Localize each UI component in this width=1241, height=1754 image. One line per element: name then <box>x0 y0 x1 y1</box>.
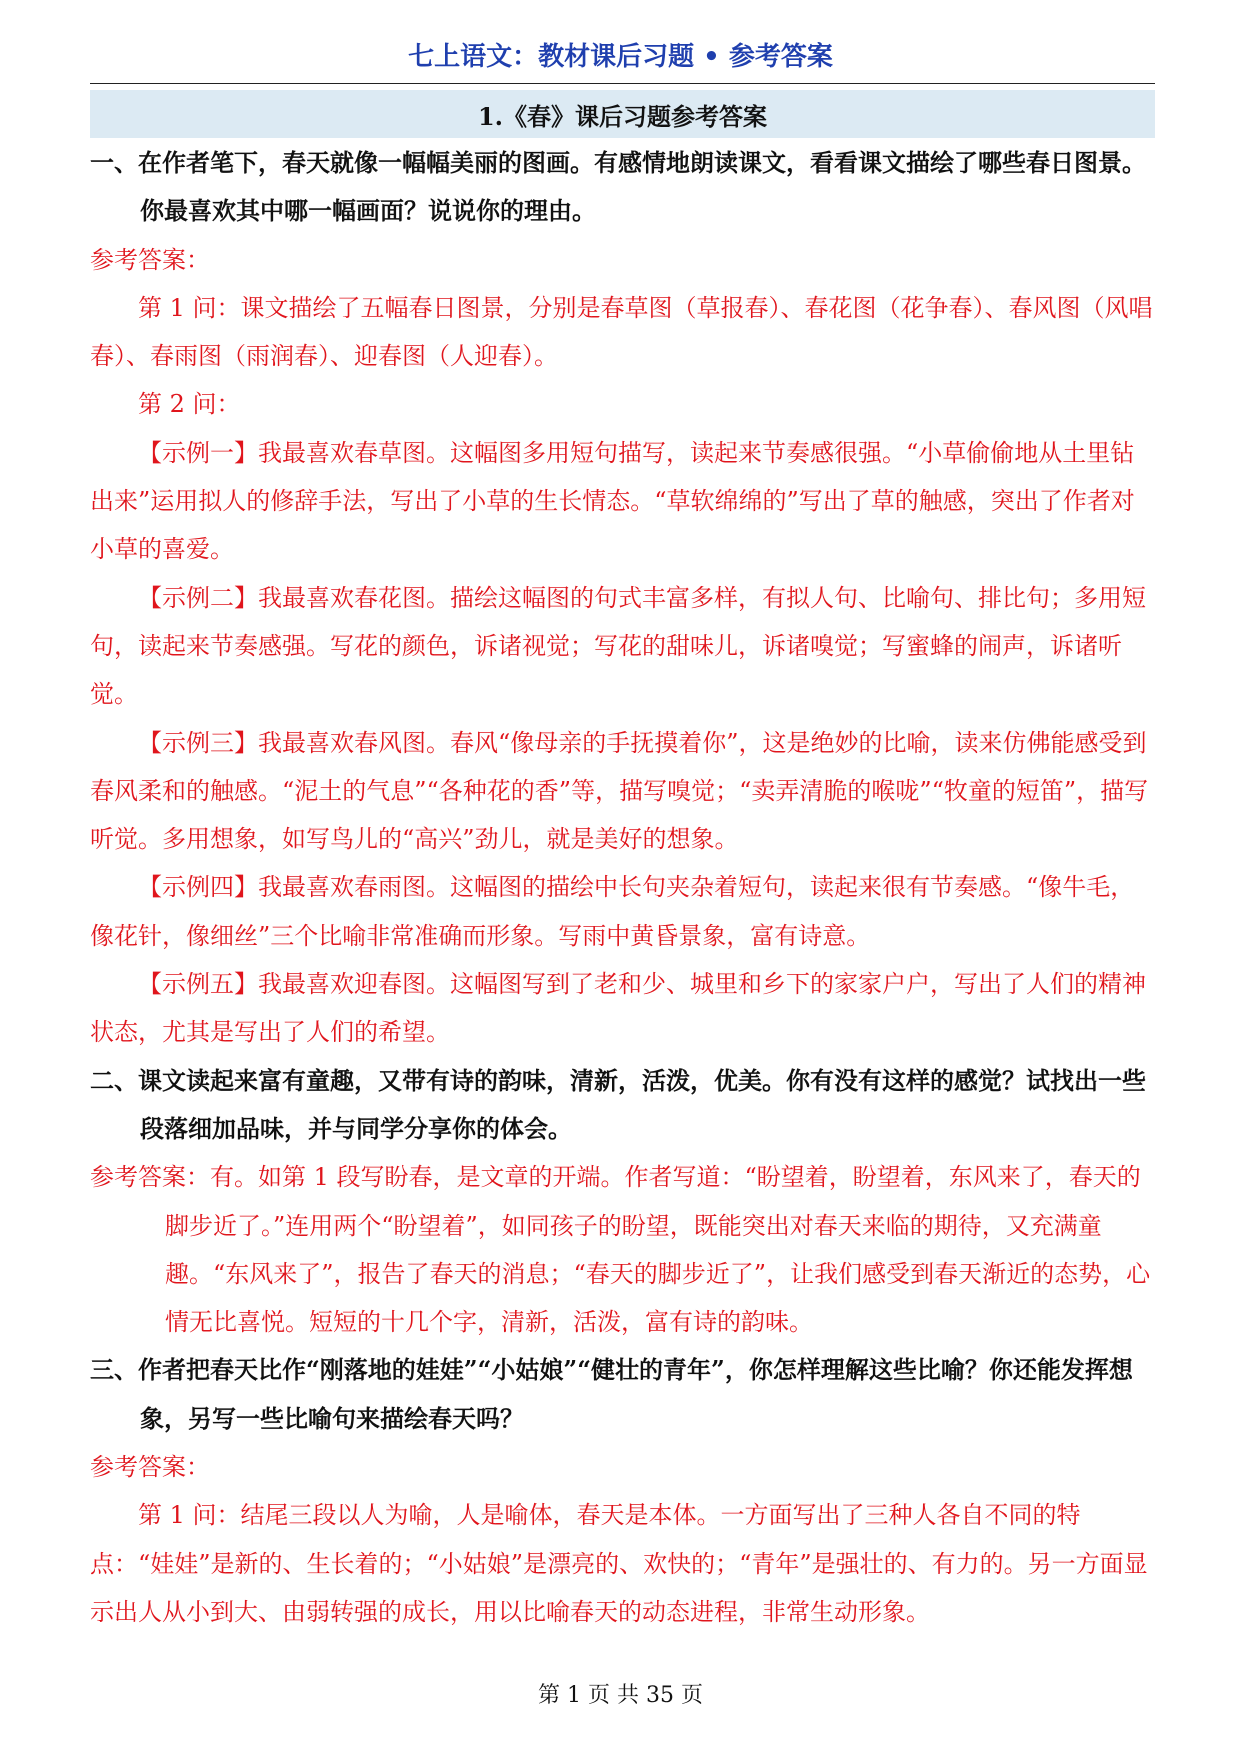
question-2: 二、课文读起来富有童趣，又带有诗的韵味，清新，活泼，优美。你有没有这样的感觉？试找出一些段落细加品味，并与同学分享你的体会。 <box>90 1065 1146 1143</box>
answer-1-example-4: 【示例四】我最喜欢春雨图。这幅图的描绘中长句夹杂着短句，读起来很有节奏感。“像牛毛，像花针，像细丝”三个比喻非常准确而形象。写雨中黄昏景象，富有诗意。 <box>90 873 1135 950</box>
page-number: 第 1 页 共 35 页 <box>538 1683 703 1708</box>
answer-label-3: 参考答案： <box>90 1453 210 1482</box>
question-3: 三、作者把春天比作“刚落地的娃娃”“小姑娘”“健壮的青年”，你怎样理解这些比喻？你还能发挥想象，另写一些比喻句来描绘春天吗？ <box>90 1355 1133 1433</box>
answer-1-example-5: 【示例五】我最喜欢迎春图。这幅图写到了老和少、城里和乡下的家家户户，写出了人们的精神状态，尤其是写出了人们的希望。 <box>90 970 1146 1047</box>
answer-label-1: 参考答案： <box>90 245 210 274</box>
section-title: 1.《春》课后习题参考答案 <box>477 101 768 131</box>
answer-1-part-2: 第 2 问： <box>138 390 241 419</box>
document-body <box>90 139 1155 1636</box>
header-divider <box>90 83 1155 84</box>
answer-1-example-3: 【示例三】我最喜欢春风图。春风“像母亲的手抚摸着你”，这是绝妙的比喻，读来仿佛能感受到春风柔和的触感。“泥土的气息”“各种花的香”等，描写嗅觉；“卖弄清脆的喉咙”“牧童的短笛”，描写听觉。多用想象，如写鸟儿的“高兴”劲儿，就是美好的想象。 <box>90 728 1149 854</box>
section-title-bar <box>90 90 1155 138</box>
question-1: 一、在作者笔下，春天就像一幅幅美丽的图画。有感情地朗读课文，看看课文描绘了哪些春日图景。你最喜欢其中哪一幅画面？说说你的理由。 <box>90 148 1146 226</box>
answer-3-part-1: 第 1 问：结尾三段以人为喻，人是喻体，春天是本体。一方面写出了三种人各自不同的特点：“娃娃”是新的、生长着的；“小姑娘”是漂亮的、欢快的；“青年”是强壮的、有力的。另一方面显示出人从小到大、由弱转强的成长，用以比喻春天的动态进程，非常生动形象。 <box>90 1501 1148 1626</box>
answer-1-example-1: 【示例一】我最喜欢春草图。这幅图多用短句描写，读起来节奏感很强。“小草偷偷地从土里钻出来”运用拟人的修辞手法，写出了小草的生长情态。“草软绵绵的”写出了草的触感，突出了作者对小草的喜爱。 <box>90 438 1135 564</box>
answer-1-example-2: 【示例二】我最喜欢春花图。描绘这幅图的句式丰富多样，有拟人句、比喻句、排比句；多用短句，读起来节奏感强。写花的颜色，诉诸视觉；写花的甜味儿，诉诸嗅觉；写蜜蜂的闹声，诉诸听觉。 <box>90 583 1146 709</box>
answer-2: 参考答案：有。如第 1 段写盼春，是文章的开端。作者写道：“盼望着，盼望着，东风来了，春天的脚步近了。”连用两个“盼望着”，如同孩子的盼望，既能突出对春天来临的期待，又充满童趣。“东风来了”，报告了春天的消息；“春天的脚步近了”，让我们感受到春天渐近的态势，心情无比喜悦。短短的十几个字，清新，活泼，富有诗的韵味。 <box>90 1163 1151 1337</box>
page-header-title: 七上语文：教材课后习题 • 参考答案 <box>408 42 833 72</box>
answer-1-part-1: 第 1 问：课文描绘了五幅春日图景，分别是春草图（草报春）、春花图（花争春）、春风图（风唱春）、春雨图（雨润春）、迎春图（人迎春）。 <box>90 293 1153 371</box>
